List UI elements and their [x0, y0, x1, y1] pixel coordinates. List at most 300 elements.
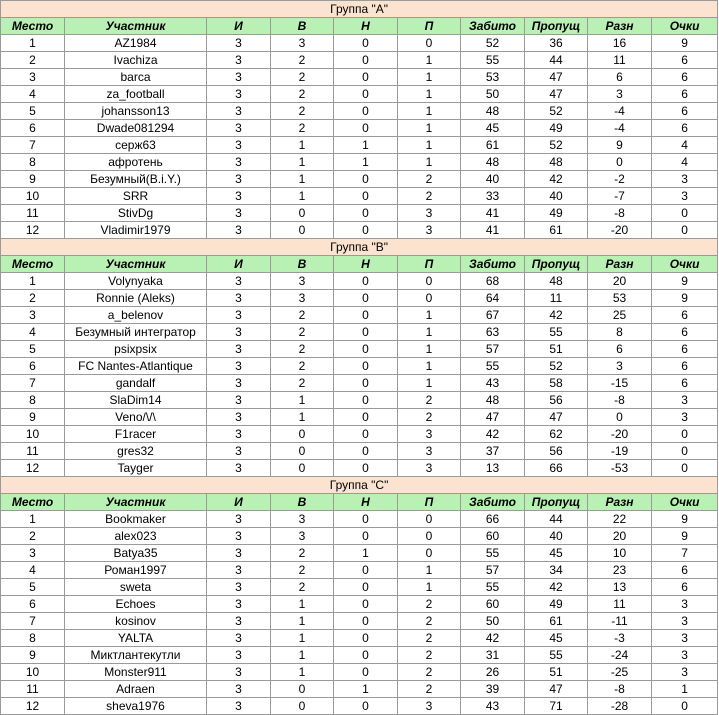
cell-draws: 0 [334, 630, 398, 647]
cell-diff: 11 [588, 596, 652, 613]
cell-diff: -7 [588, 188, 652, 205]
cell-wins: 1 [271, 409, 334, 426]
cell-draws: 0 [334, 120, 398, 137]
cell-conceded: 47 [525, 69, 588, 86]
cell-diff: -2 [588, 171, 652, 188]
cell-place: 9 [1, 647, 65, 664]
cell-losses: 0 [398, 273, 461, 290]
cell-scored: 31 [461, 647, 525, 664]
table-row [1, 103, 718, 120]
cell-scored: 63 [461, 324, 525, 341]
cell-games: 3 [207, 52, 271, 69]
cell-scored: 55 [461, 358, 525, 375]
cell-points: 0 [652, 443, 718, 460]
cell-wins: 3 [271, 528, 334, 545]
cell-draws: 0 [334, 528, 398, 545]
cell-draws: 0 [334, 86, 398, 103]
cell-participant: FC Nantes-Atlantique [65, 358, 207, 375]
cell-points: 9 [652, 528, 718, 545]
column-header-row [1, 256, 718, 273]
cell-wins: 2 [271, 86, 334, 103]
cell-losses: 1 [398, 579, 461, 596]
cell-participant: Ronnie (Aleks) [65, 290, 207, 307]
table-row [1, 613, 718, 630]
cell-losses: 1 [398, 375, 461, 392]
table-row [1, 188, 718, 205]
cell-conceded: 45 [525, 630, 588, 647]
group-title: Группа "A" [1, 1, 718, 18]
cell-scored: 60 [461, 528, 525, 545]
cell-losses: 1 [398, 69, 461, 86]
cell-points: 3 [652, 630, 718, 647]
cell-conceded: 52 [525, 103, 588, 120]
table-row [1, 171, 718, 188]
table-row [1, 562, 718, 579]
cell-conceded: 49 [525, 596, 588, 613]
cell-conceded: 48 [525, 154, 588, 171]
cell-place: 11 [1, 205, 65, 222]
cell-conceded: 40 [525, 188, 588, 205]
cell-scored: 57 [461, 341, 525, 358]
cell-scored: 37 [461, 443, 525, 460]
cell-losses: 2 [398, 613, 461, 630]
cell-participant: za_football [65, 86, 207, 103]
cell-games: 3 [207, 698, 271, 715]
cell-conceded: 61 [525, 613, 588, 630]
column-header-conceded: Пропущ [525, 18, 588, 35]
cell-conceded: 36 [525, 35, 588, 52]
cell-games: 3 [207, 188, 271, 205]
cell-draws: 0 [334, 290, 398, 307]
cell-diff: 0 [588, 154, 652, 171]
cell-place: 2 [1, 290, 65, 307]
cell-games: 3 [207, 392, 271, 409]
table-row [1, 154, 718, 171]
cell-conceded: 48 [525, 273, 588, 290]
table-row [1, 375, 718, 392]
table-row [1, 120, 718, 137]
cell-place: 12 [1, 222, 65, 239]
cell-scored: 68 [461, 273, 525, 290]
cell-losses: 2 [398, 409, 461, 426]
cell-diff: 53 [588, 290, 652, 307]
cell-losses: 1 [398, 562, 461, 579]
cell-diff: -8 [588, 392, 652, 409]
table-row [1, 358, 718, 375]
cell-points: 1 [652, 681, 718, 698]
cell-scored: 48 [461, 103, 525, 120]
cell-diff: -28 [588, 698, 652, 715]
cell-games: 3 [207, 511, 271, 528]
cell-diff: 23 [588, 562, 652, 579]
cell-participant: Vladimir1979 [65, 222, 207, 239]
cell-scored: 53 [461, 69, 525, 86]
cell-participant: sweta [65, 579, 207, 596]
cell-place: 12 [1, 460, 65, 477]
cell-draws: 0 [334, 171, 398, 188]
cell-games: 3 [207, 443, 271, 460]
cell-participant: StivDg [65, 205, 207, 222]
cell-participant: Bookmaker [65, 511, 207, 528]
cell-wins: 2 [271, 358, 334, 375]
cell-losses: 2 [398, 681, 461, 698]
cell-wins: 2 [271, 341, 334, 358]
cell-diff: 20 [588, 528, 652, 545]
cell-points: 6 [652, 120, 718, 137]
cell-draws: 0 [334, 222, 398, 239]
cell-scored: 39 [461, 681, 525, 698]
cell-draws: 1 [334, 137, 398, 154]
cell-participant: psixpsix [65, 341, 207, 358]
cell-draws: 1 [334, 154, 398, 171]
cell-scored: 55 [461, 52, 525, 69]
cell-scored: 41 [461, 222, 525, 239]
cell-place: 11 [1, 681, 65, 698]
cell-participant: Monster911 [65, 664, 207, 681]
table-row [1, 35, 718, 52]
cell-losses: 2 [398, 171, 461, 188]
table-row [1, 290, 718, 307]
cell-draws: 0 [334, 579, 398, 596]
cell-games: 3 [207, 222, 271, 239]
cell-diff: 11 [588, 52, 652, 69]
cell-diff: 8 [588, 324, 652, 341]
cell-points: 6 [652, 86, 718, 103]
cell-scored: 13 [461, 460, 525, 477]
column-header-participant: Участник [65, 18, 207, 35]
cell-conceded: 44 [525, 52, 588, 69]
cell-scored: 50 [461, 613, 525, 630]
column-header-points: Очки [652, 256, 718, 273]
table-row [1, 137, 718, 154]
cell-conceded: 34 [525, 562, 588, 579]
cell-diff: -20 [588, 222, 652, 239]
cell-losses: 3 [398, 460, 461, 477]
cell-conceded: 52 [525, 137, 588, 154]
cell-diff: -11 [588, 613, 652, 630]
cell-scored: 60 [461, 596, 525, 613]
column-header-diff: Разн [588, 18, 652, 35]
cell-points: 3 [652, 647, 718, 664]
cell-place: 7 [1, 375, 65, 392]
cell-points: 3 [652, 613, 718, 630]
cell-wins: 3 [271, 511, 334, 528]
cell-points: 9 [652, 511, 718, 528]
cell-conceded: 49 [525, 205, 588, 222]
cell-draws: 0 [334, 205, 398, 222]
column-header-scored: Забито [461, 494, 525, 511]
cell-wins: 2 [271, 545, 334, 562]
cell-points: 3 [652, 392, 718, 409]
cell-participant: Безумный(B.i.Y.) [65, 171, 207, 188]
cell-wins: 0 [271, 681, 334, 698]
cell-games: 3 [207, 137, 271, 154]
cell-conceded: 52 [525, 358, 588, 375]
cell-draws: 0 [334, 35, 398, 52]
cell-conceded: 47 [525, 409, 588, 426]
cell-wins: 2 [271, 579, 334, 596]
cell-participant: Миктлантекутли [65, 647, 207, 664]
cell-place: 10 [1, 664, 65, 681]
cell-conceded: 11 [525, 290, 588, 307]
cell-wins: 1 [271, 664, 334, 681]
cell-conceded: 45 [525, 545, 588, 562]
table-row [1, 664, 718, 681]
cell-scored: 50 [461, 86, 525, 103]
cell-draws: 0 [334, 562, 398, 579]
cell-diff: -3 [588, 630, 652, 647]
column-header-wins: В [271, 256, 334, 273]
group-title-row [1, 239, 718, 256]
cell-wins: 0 [271, 460, 334, 477]
cell-diff: 0 [588, 409, 652, 426]
cell-points: 6 [652, 341, 718, 358]
cell-scored: 64 [461, 290, 525, 307]
column-header-draws: Н [334, 18, 398, 35]
cell-diff: -8 [588, 681, 652, 698]
cell-participant: YALTA [65, 630, 207, 647]
column-header-place: Место [1, 18, 65, 35]
cell-points: 0 [652, 426, 718, 443]
cell-scored: 26 [461, 664, 525, 681]
cell-draws: 1 [334, 545, 398, 562]
column-header-diff: Разн [588, 256, 652, 273]
column-header-points: Очки [652, 18, 718, 35]
cell-points: 3 [652, 171, 718, 188]
cell-draws: 0 [334, 69, 398, 86]
cell-losses: 2 [398, 647, 461, 664]
cell-losses: 2 [398, 664, 461, 681]
column-header-row [1, 494, 718, 511]
cell-place: 6 [1, 358, 65, 375]
cell-wins: 1 [271, 596, 334, 613]
cell-draws: 0 [334, 596, 398, 613]
cell-losses: 0 [398, 35, 461, 52]
cell-losses: 1 [398, 154, 461, 171]
cell-wins: 0 [271, 426, 334, 443]
cell-conceded: 61 [525, 222, 588, 239]
cell-games: 3 [207, 375, 271, 392]
column-header-games: И [207, 494, 271, 511]
cell-conceded: 47 [525, 681, 588, 698]
table-row [1, 443, 718, 460]
cell-diff: -25 [588, 664, 652, 681]
cell-points: 6 [652, 69, 718, 86]
cell-draws: 0 [334, 647, 398, 664]
cell-participant: Dwade081294 [65, 120, 207, 137]
cell-scored: 43 [461, 698, 525, 715]
table-row [1, 460, 718, 477]
cell-place: 1 [1, 35, 65, 52]
cell-losses: 3 [398, 698, 461, 715]
cell-losses: 1 [398, 86, 461, 103]
column-header-games: И [207, 256, 271, 273]
cell-draws: 0 [334, 409, 398, 426]
cell-diff: 13 [588, 579, 652, 596]
cell-losses: 3 [398, 222, 461, 239]
cell-participant: Batya35 [65, 545, 207, 562]
cell-games: 3 [207, 324, 271, 341]
cell-place: 4 [1, 562, 65, 579]
cell-draws: 0 [334, 324, 398, 341]
table-row [1, 426, 718, 443]
cell-points: 4 [652, 154, 718, 171]
cell-points: 3 [652, 409, 718, 426]
cell-games: 3 [207, 647, 271, 664]
cell-wins: 0 [271, 698, 334, 715]
cell-games: 3 [207, 290, 271, 307]
column-header-place: Место [1, 256, 65, 273]
cell-losses: 1 [398, 358, 461, 375]
cell-wins: 3 [271, 273, 334, 290]
cell-games: 3 [207, 596, 271, 613]
cell-games: 3 [207, 664, 271, 681]
column-header-losses: П [398, 18, 461, 35]
cell-place: 6 [1, 120, 65, 137]
cell-diff: 22 [588, 511, 652, 528]
cell-participant: barca [65, 69, 207, 86]
cell-games: 3 [207, 171, 271, 188]
cell-points: 6 [652, 52, 718, 69]
cell-place: 2 [1, 52, 65, 69]
cell-losses: 0 [398, 528, 461, 545]
cell-games: 3 [207, 460, 271, 477]
cell-place: 3 [1, 307, 65, 324]
cell-participant: gres32 [65, 443, 207, 460]
cell-conceded: 42 [525, 579, 588, 596]
cell-points: 6 [652, 562, 718, 579]
cell-diff: -20 [588, 426, 652, 443]
cell-games: 3 [207, 307, 271, 324]
table-row [1, 698, 718, 715]
cell-games: 3 [207, 273, 271, 290]
cell-conceded: 47 [525, 86, 588, 103]
cell-games: 3 [207, 69, 271, 86]
column-header-draws: Н [334, 494, 398, 511]
cell-wins: 0 [271, 205, 334, 222]
column-header-draws: Н [334, 256, 398, 273]
cell-games: 3 [207, 426, 271, 443]
cell-place: 12 [1, 698, 65, 715]
cell-place: 9 [1, 171, 65, 188]
cell-wins: 1 [271, 613, 334, 630]
table-row [1, 273, 718, 290]
cell-points: 6 [652, 103, 718, 120]
cell-wins: 2 [271, 375, 334, 392]
column-header-games: И [207, 18, 271, 35]
cell-wins: 1 [271, 630, 334, 647]
cell-participant: F1racer [65, 426, 207, 443]
cell-losses: 3 [398, 205, 461, 222]
cell-losses: 1 [398, 307, 461, 324]
cell-diff: -4 [588, 120, 652, 137]
cell-games: 3 [207, 341, 271, 358]
cell-wins: 1 [271, 154, 334, 171]
cell-participant: kosinov [65, 613, 207, 630]
cell-place: 6 [1, 596, 65, 613]
cell-conceded: 62 [525, 426, 588, 443]
cell-wins: 2 [271, 52, 334, 69]
cell-draws: 0 [334, 273, 398, 290]
cell-participant: gandalf [65, 375, 207, 392]
cell-points: 9 [652, 273, 718, 290]
cell-draws: 0 [334, 341, 398, 358]
cell-draws: 0 [334, 307, 398, 324]
cell-conceded: 56 [525, 392, 588, 409]
cell-games: 3 [207, 120, 271, 137]
cell-diff: 20 [588, 273, 652, 290]
cell-losses: 1 [398, 324, 461, 341]
cell-scored: 52 [461, 35, 525, 52]
table-row [1, 409, 718, 426]
column-header-scored: Забито [461, 18, 525, 35]
cell-games: 3 [207, 205, 271, 222]
cell-participant: SlaDim14 [65, 392, 207, 409]
cell-place: 7 [1, 613, 65, 630]
cell-participant: серж63 [65, 137, 207, 154]
cell-scored: 33 [461, 188, 525, 205]
cell-place: 8 [1, 630, 65, 647]
cell-wins: 3 [271, 290, 334, 307]
column-header-wins: В [271, 494, 334, 511]
cell-points: 4 [652, 137, 718, 154]
cell-points: 7 [652, 545, 718, 562]
table-row [1, 630, 718, 647]
table-row [1, 511, 718, 528]
standings-body [1, 1, 718, 715]
cell-place: 1 [1, 511, 65, 528]
cell-losses: 1 [398, 120, 461, 137]
cell-games: 3 [207, 545, 271, 562]
group-title-row [1, 477, 718, 494]
cell-losses: 1 [398, 341, 461, 358]
cell-scored: 61 [461, 137, 525, 154]
cell-losses: 2 [398, 596, 461, 613]
table-row [1, 392, 718, 409]
cell-participant: Ivachiza [65, 52, 207, 69]
table-row [1, 545, 718, 562]
cell-points: 3 [652, 664, 718, 681]
cell-games: 3 [207, 409, 271, 426]
cell-games: 3 [207, 579, 271, 596]
table-row [1, 647, 718, 664]
cell-diff: 6 [588, 69, 652, 86]
column-header-diff: Разн [588, 494, 652, 511]
cell-games: 3 [207, 86, 271, 103]
column-header-losses: П [398, 256, 461, 273]
cell-conceded: 51 [525, 664, 588, 681]
column-header-losses: П [398, 494, 461, 511]
cell-participant: Volynyaka [65, 273, 207, 290]
table-row [1, 579, 718, 596]
cell-scored: 48 [461, 392, 525, 409]
group-title: Группа "B" [1, 239, 718, 256]
cell-losses: 0 [398, 511, 461, 528]
cell-points: 0 [652, 205, 718, 222]
cell-losses: 2 [398, 188, 461, 205]
cell-draws: 0 [334, 103, 398, 120]
cell-losses: 3 [398, 426, 461, 443]
cell-draws: 0 [334, 443, 398, 460]
table-row [1, 307, 718, 324]
cell-games: 3 [207, 630, 271, 647]
column-header-points: Очки [652, 494, 718, 511]
cell-diff: 6 [588, 341, 652, 358]
cell-points: 6 [652, 579, 718, 596]
cell-diff: 10 [588, 545, 652, 562]
cell-draws: 0 [334, 511, 398, 528]
cell-scored: 55 [461, 579, 525, 596]
